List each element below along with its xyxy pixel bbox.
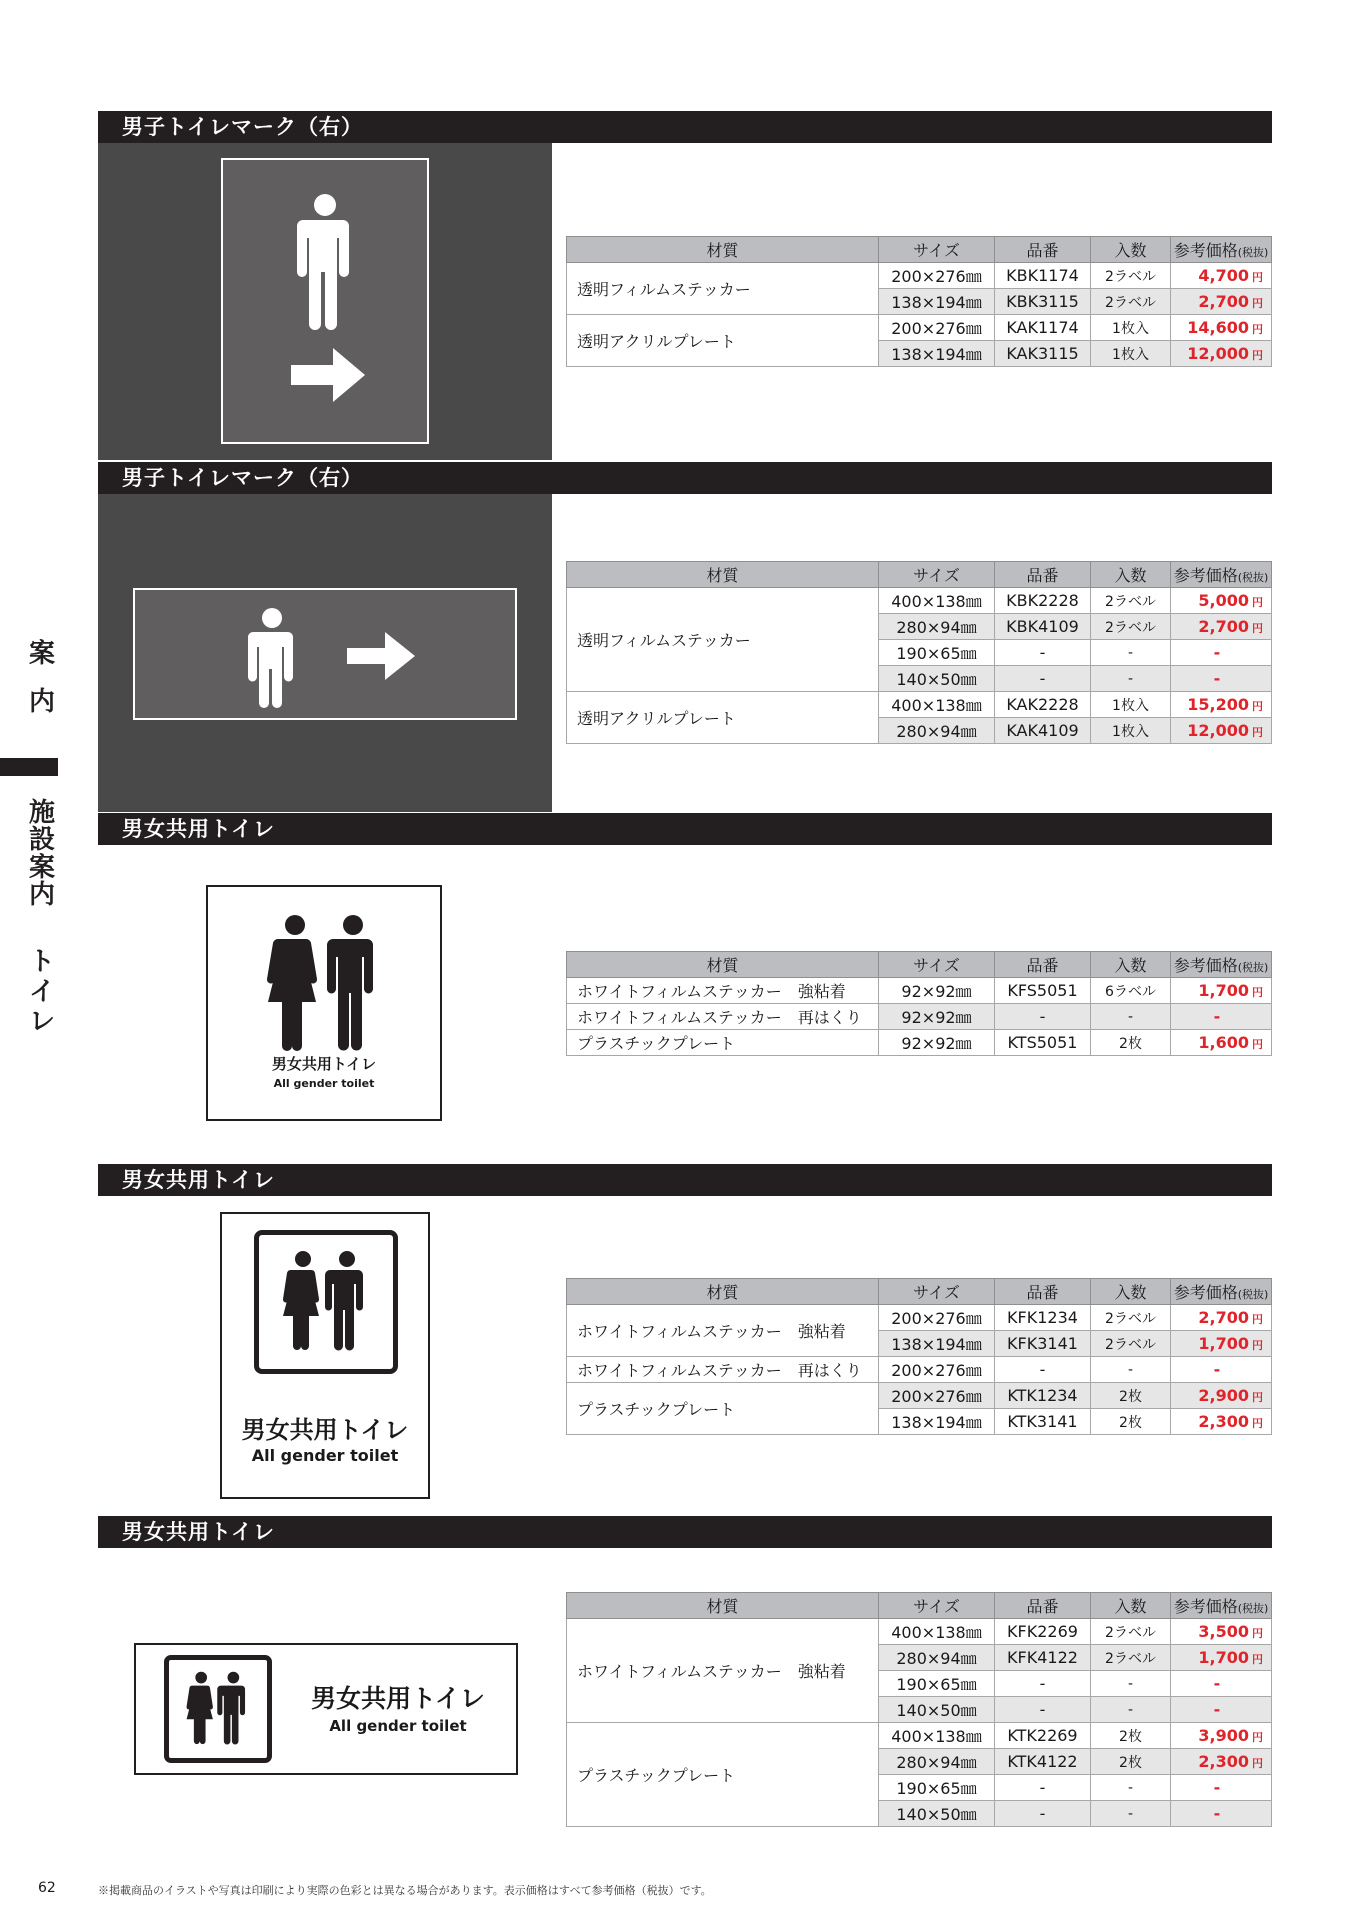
header-qty: 入数	[1091, 1279, 1171, 1305]
cell-size: 200×276㎜	[879, 315, 995, 341]
cell-price	[1171, 1697, 1272, 1723]
cell-price	[1171, 289, 1272, 315]
header-size: サイズ	[879, 1593, 995, 1619]
price-currency: 円	[1252, 297, 1263, 310]
section-title-2: 男子トイレマーク（右）	[98, 462, 1272, 494]
product-image-1	[98, 143, 552, 460]
spec-table-2	[566, 561, 1272, 744]
cell-code: KBK3115	[995, 289, 1091, 315]
header-qty: 入数	[1091, 1593, 1171, 1619]
cell-price	[1171, 1305, 1272, 1331]
cell-price	[1171, 1357, 1272, 1383]
price-currency: 円	[1252, 726, 1263, 739]
cell-code: KTS5051	[995, 1030, 1091, 1056]
price-currency: 円	[1252, 596, 1263, 609]
price-value: 12,000	[1187, 721, 1249, 740]
sign-label-en: All gender toilet	[251, 1446, 399, 1465]
cell-material: プラスチックプレート	[567, 1030, 879, 1056]
cell-size: 138×194㎜	[879, 289, 995, 315]
cell-qty: 2ラベル	[1091, 263, 1171, 289]
cell-size: 92×92㎜	[879, 1030, 995, 1056]
header-price: 参考価格(税抜)	[1171, 1593, 1272, 1619]
cell-code: -	[995, 1775, 1091, 1801]
man-arrow-icon	[223, 160, 427, 442]
section-title-4: 男女共用トイレ	[98, 1164, 1272, 1196]
header-size: サイズ	[879, 1279, 995, 1305]
cell-code: KBK1174	[995, 263, 1091, 289]
table-row	[567, 1305, 1272, 1331]
cell-size: 200×276㎜	[879, 1357, 995, 1383]
cell-price	[1171, 1331, 1272, 1357]
price-value: 3,500	[1198, 1622, 1249, 1641]
price-value: -	[1213, 669, 1221, 688]
men-toilet-sign-landscape	[133, 588, 517, 720]
cell-code: -	[995, 666, 1091, 692]
cell-code: KAK2228	[995, 692, 1091, 718]
cell-qty: -	[1091, 1801, 1171, 1827]
cell-qty: -	[1091, 1357, 1171, 1383]
all-gender-sign-landscape	[134, 1643, 518, 1775]
cell-code: -	[995, 640, 1091, 666]
cell-size: 138×194㎜	[879, 341, 995, 367]
cell-qty: 2ラベル	[1091, 614, 1171, 640]
cell-material: ホワイトフィルムステッカー 強粘着	[567, 1619, 879, 1723]
cell-code: -	[995, 1801, 1091, 1827]
side-tab-guide	[26, 630, 58, 726]
price-value: 2,900	[1198, 1386, 1249, 1405]
cell-qty: -	[1091, 1004, 1171, 1030]
spec-table-5	[566, 1592, 1272, 1827]
table-row	[567, 1030, 1272, 1056]
sign-icon-frame	[254, 1230, 398, 1374]
cell-price	[1171, 692, 1272, 718]
side-tab-facility-text: 施 設 案 内	[28, 798, 55, 910]
price-currency: 円	[1252, 323, 1263, 336]
cell-qty: 2ラベル	[1091, 289, 1171, 315]
cell-size: 190×65㎜	[879, 1775, 995, 1801]
price-currency: 円	[1252, 622, 1263, 635]
cell-code: -	[995, 1004, 1091, 1030]
side-tab-toilet	[26, 948, 58, 1038]
price-currency: 円	[1252, 1313, 1263, 1326]
cell-code: KFK4122	[995, 1645, 1091, 1671]
header-material: 材質	[567, 1593, 879, 1619]
cell-code: KTK3141	[995, 1409, 1091, 1435]
cell-code: KAK1174	[995, 315, 1091, 341]
price-value: 2,300	[1198, 1412, 1249, 1431]
page-number: 62	[38, 1880, 56, 1896]
price-currency: 円	[1252, 349, 1263, 362]
cell-qty: 2枚	[1091, 1723, 1171, 1749]
table-row	[567, 1004, 1272, 1030]
cell-size: 400×138㎜	[879, 588, 995, 614]
cell-qty: -	[1091, 1775, 1171, 1801]
spec-table-4	[566, 1278, 1272, 1435]
cell-qty: 2ラベル	[1091, 1331, 1171, 1357]
cell-size: 400×138㎜	[879, 692, 995, 718]
price-currency: 円	[1252, 1627, 1263, 1640]
cell-size: 400×138㎜	[879, 1619, 995, 1645]
cell-code: KAK4109	[995, 718, 1091, 744]
cell-code: KFS5051	[995, 978, 1091, 1004]
table-row	[567, 692, 1272, 718]
header-qty: 入数	[1091, 237, 1171, 263]
cell-price	[1171, 1030, 1272, 1056]
table-row	[567, 588, 1272, 614]
header-size: サイズ	[879, 562, 995, 588]
cell-code: KFK1234	[995, 1305, 1091, 1331]
header-qty: 入数	[1091, 952, 1171, 978]
cell-price	[1171, 1383, 1272, 1409]
price-value: 4,700	[1198, 266, 1249, 285]
price-currency: 円	[1252, 700, 1263, 713]
cell-code: -	[995, 1697, 1091, 1723]
price-value: 3,900	[1198, 1726, 1249, 1745]
cell-material: プラスチックプレート	[567, 1723, 879, 1827]
price-currency: 円	[1252, 1038, 1263, 1051]
price-currency: 円	[1252, 1391, 1263, 1404]
price-value: -	[1213, 1674, 1221, 1693]
sign-label-jp: 男女共用トイレ	[271, 1055, 377, 1073]
cell-material: 透明フィルムステッカー	[567, 263, 879, 315]
header-qty: 入数	[1091, 562, 1171, 588]
cell-qty: 1枚入	[1091, 718, 1171, 744]
price-value: 12,000	[1187, 344, 1249, 363]
cell-qty: 2枚	[1091, 1383, 1171, 1409]
cell-qty: 2ラベル	[1091, 1619, 1171, 1645]
cell-material: ホワイトフィルムステッカー 強粘着	[567, 1305, 879, 1357]
header-code: 品番	[995, 562, 1091, 588]
cell-qty: 1枚入	[1091, 341, 1171, 367]
table-row	[567, 1383, 1272, 1409]
cell-qty: -	[1091, 666, 1171, 692]
cell-size: 280×94㎜	[879, 1645, 995, 1671]
cell-size: 92×92㎜	[879, 1004, 995, 1030]
side-tab-guide-text: 案 内	[28, 639, 55, 718]
sign-label-jp: 男女共用トイレ	[311, 1684, 485, 1713]
cell-price	[1171, 614, 1272, 640]
header-price: 参考価格(税抜)	[1171, 562, 1272, 588]
price-currency: 円	[1252, 271, 1263, 284]
all-gender-icon	[169, 1660, 267, 1758]
header-material: 材質	[567, 952, 879, 978]
price-value: 2,700	[1198, 617, 1249, 636]
price-value: 1,700	[1198, 1334, 1249, 1353]
header-material: 材質	[567, 237, 879, 263]
price-value: -	[1213, 643, 1221, 662]
sign-icon-frame	[164, 1655, 272, 1763]
section-title-5: 男女共用トイレ	[98, 1516, 1272, 1548]
price-value: 5,000	[1198, 591, 1249, 610]
cell-size: 280×94㎜	[879, 718, 995, 744]
cell-price	[1171, 978, 1272, 1004]
price-value: -	[1213, 1700, 1221, 1719]
price-currency: 円	[1252, 1731, 1263, 1744]
sign-label-en: All gender toilet	[273, 1077, 375, 1090]
header-size: サイズ	[879, 952, 995, 978]
cell-size: 200×276㎜	[879, 263, 995, 289]
spec-table-3	[566, 951, 1272, 1056]
cell-price	[1171, 341, 1272, 367]
cell-code: KTK1234	[995, 1383, 1091, 1409]
cell-qty: -	[1091, 1671, 1171, 1697]
cell-price	[1171, 1645, 1272, 1671]
cell-code: KAK3115	[995, 341, 1091, 367]
table-row	[567, 1357, 1272, 1383]
cell-code: KFK2269	[995, 1619, 1091, 1645]
cell-size: 190×65㎜	[879, 1671, 995, 1697]
table-row	[567, 263, 1272, 289]
table-row	[567, 978, 1272, 1004]
section-title-1: 男子トイレマーク（右）	[98, 111, 1272, 143]
cell-price	[1171, 1619, 1272, 1645]
cell-size: 190×65㎜	[879, 640, 995, 666]
price-value: 14,600	[1187, 318, 1249, 337]
cell-price	[1171, 263, 1272, 289]
cell-size: 140×50㎜	[879, 1801, 995, 1827]
cell-size: 140×50㎜	[879, 1697, 995, 1723]
man-arrow-icon	[135, 590, 515, 718]
price-value: -	[1213, 1360, 1221, 1379]
spec-table-1	[566, 236, 1272, 367]
header-price: 参考価格(税抜)	[1171, 952, 1272, 978]
cell-qty: 2枚	[1091, 1030, 1171, 1056]
section-title-3: 男女共用トイレ	[98, 813, 1272, 845]
header-price: 参考価格(税抜)	[1171, 237, 1272, 263]
price-value: 2,300	[1198, 1752, 1249, 1771]
price-currency: 円	[1252, 1653, 1263, 1666]
cell-qty: -	[1091, 640, 1171, 666]
table-row	[567, 315, 1272, 341]
header-code: 品番	[995, 237, 1091, 263]
cell-material: ホワイトフィルムステッカー 再はくり	[567, 1357, 879, 1383]
cell-size: 92×92㎜	[879, 978, 995, 1004]
cell-code: KBK4109	[995, 614, 1091, 640]
cell-material: 透明アクリルプレート	[567, 692, 879, 744]
cell-material: 透明フィルムステッカー	[567, 588, 879, 692]
cell-price	[1171, 666, 1272, 692]
price-value: 2,700	[1198, 292, 1249, 311]
cell-price	[1171, 1723, 1272, 1749]
sign-label-jp: 男女共用トイレ	[241, 1416, 409, 1444]
cell-code: KTK4122	[995, 1749, 1091, 1775]
cell-code: -	[995, 1671, 1091, 1697]
cell-size: 140×50㎜	[879, 666, 995, 692]
cell-price	[1171, 718, 1272, 744]
price-value: 15,200	[1187, 695, 1249, 714]
price-currency: 円	[1252, 1417, 1263, 1430]
cell-size: 280×94㎜	[879, 614, 995, 640]
cell-price	[1171, 1749, 1272, 1775]
sign-label-en: All gender toilet	[329, 1717, 467, 1735]
header-material: 材質	[567, 1279, 879, 1305]
cell-material: ホワイトフィルムステッカー 再はくり	[567, 1004, 879, 1030]
price-value: -	[1213, 1007, 1221, 1026]
price-value: 1,600	[1198, 1033, 1249, 1052]
cell-qty: 2ラベル	[1091, 1645, 1171, 1671]
product-image-2	[98, 494, 552, 812]
side-tab-toilet-text: ト イ レ	[28, 947, 55, 1037]
header-price: 参考価格(税抜)	[1171, 1279, 1272, 1305]
header-code: 品番	[995, 952, 1091, 978]
cell-price	[1171, 1409, 1272, 1435]
price-value: -	[1213, 1778, 1221, 1797]
cell-qty: 2ラベル	[1091, 588, 1171, 614]
cell-qty: 2枚	[1091, 1749, 1171, 1775]
header-code: 品番	[995, 1593, 1091, 1619]
cell-qty: 1枚入	[1091, 692, 1171, 718]
all-gender-sign-square	[206, 885, 442, 1121]
header-code: 品番	[995, 1279, 1091, 1305]
table-row	[567, 1619, 1272, 1645]
price-value: 1,700	[1198, 981, 1249, 1000]
cell-code: KFK3141	[995, 1331, 1091, 1357]
cell-qty: 1枚入	[1091, 315, 1171, 341]
header-size: サイズ	[879, 237, 995, 263]
cell-code: -	[995, 1357, 1091, 1383]
cell-material: ホワイトフィルムステッカー 強粘着	[567, 978, 879, 1004]
cell-size: 138×194㎜	[879, 1409, 995, 1435]
cell-size: 200×276㎜	[879, 1305, 995, 1331]
all-gender-sign-portrait	[220, 1212, 430, 1499]
cell-code: KTK2269	[995, 1723, 1091, 1749]
cell-code: KBK2228	[995, 588, 1091, 614]
cell-qty: 2枚	[1091, 1409, 1171, 1435]
all-gender-icon	[259, 1235, 393, 1369]
cell-price	[1171, 1671, 1272, 1697]
cell-material: 透明アクリルプレート	[567, 315, 879, 367]
cell-size: 138×194㎜	[879, 1331, 995, 1357]
price-value: 2,700	[1198, 1308, 1249, 1327]
cell-price	[1171, 1775, 1272, 1801]
cell-price	[1171, 1801, 1272, 1827]
cell-price	[1171, 588, 1272, 614]
cell-material: プラスチックプレート	[567, 1383, 879, 1435]
cell-price	[1171, 640, 1272, 666]
price-value: -	[1213, 1804, 1221, 1823]
price-currency: 円	[1252, 1339, 1263, 1352]
price-value: 1,700	[1198, 1648, 1249, 1667]
cell-qty: 6ラベル	[1091, 978, 1171, 1004]
header-material: 材質	[567, 562, 879, 588]
cell-qty: 2ラベル	[1091, 1305, 1171, 1331]
side-tab-facility	[26, 800, 58, 909]
side-tab-marker	[0, 758, 58, 776]
cell-size: 400×138㎜	[879, 1723, 995, 1749]
table-row	[567, 1723, 1272, 1749]
cell-qty: -	[1091, 1697, 1171, 1723]
footnote: ※掲載商品のイラストや写真は印刷により実際の色彩とは異なる場合があります。表示価格はすべて参考価格（税抜）です。	[98, 1884, 712, 1897]
cell-size: 200×276㎜	[879, 1383, 995, 1409]
price-currency: 円	[1252, 986, 1263, 999]
cell-price	[1171, 1004, 1272, 1030]
cell-price	[1171, 315, 1272, 341]
cell-size: 280×94㎜	[879, 1749, 995, 1775]
price-currency: 円	[1252, 1757, 1263, 1770]
men-toilet-sign-portrait	[221, 158, 429, 444]
